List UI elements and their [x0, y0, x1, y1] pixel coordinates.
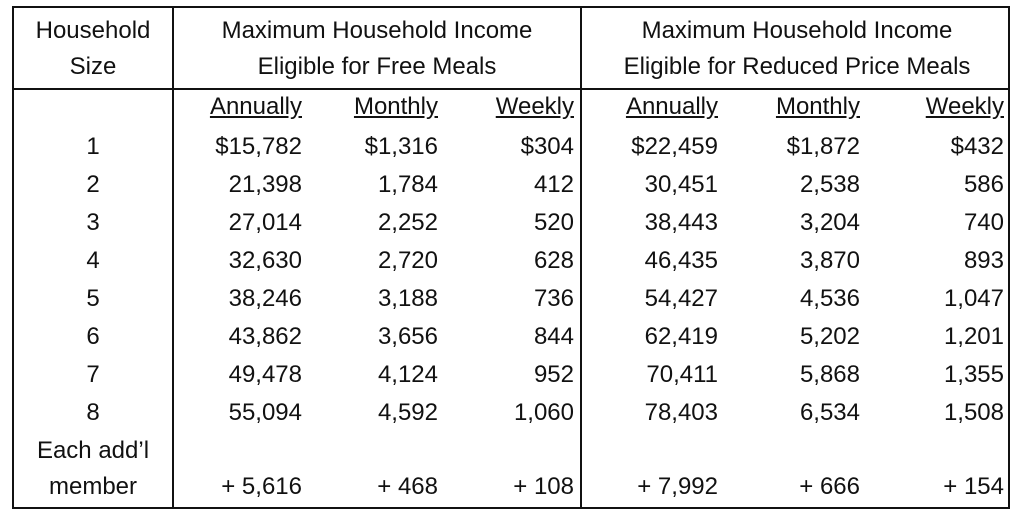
cell-free-weekly: 844 — [533, 323, 574, 350]
subhead-free-weekly: Weekly — [495, 93, 574, 120]
cell-reduced-monthly: 5,868 — [799, 361, 860, 388]
cell-reduced-monthly: 3,204 — [799, 209, 860, 236]
cell-free-annually: 38,246 — [228, 285, 302, 312]
cell-free-annually: 49,478 — [228, 361, 302, 388]
cell-reduced-weekly: 740 — [963, 209, 1004, 236]
cell-free-annually: 43,862 — [228, 323, 302, 350]
cell-free-annually: 27,014 — [228, 209, 302, 236]
cell-reduced-monthly: 4,536 — [799, 285, 860, 312]
additional-free-monthly: + 468 — [377, 473, 438, 500]
cell-reduced-annually: 78,403 — [644, 399, 718, 426]
cell-free-monthly: 4,124 — [377, 361, 438, 388]
cell-reduced-weekly: 1,508 — [943, 399, 1004, 426]
cell-reduced-weekly: 893 — [963, 247, 1004, 274]
row-household-size: 6 — [86, 323, 100, 350]
cell-reduced-annually: 70,411 — [646, 361, 718, 388]
cell-reduced-annually: 62,419 — [644, 323, 718, 350]
additional-free-weekly: + 108 — [513, 473, 574, 500]
cell-free-weekly: $304 — [520, 133, 574, 160]
cell-free-weekly: 736 — [533, 285, 574, 312]
cell-free-annually: 32,630 — [228, 247, 302, 274]
additional-label-line1: Each add’l — [36, 437, 150, 464]
row-household-size: 1 — [86, 133, 100, 160]
subhead-reduced-weekly: Weekly — [925, 93, 1004, 120]
cell-free-weekly: 628 — [533, 247, 574, 274]
divider-header — [14, 88, 1008, 90]
cell-reduced-weekly: 586 — [963, 171, 1004, 198]
header-reduced-subtitle: Eligible for Reduced Price Meals — [623, 53, 971, 80]
cell-free-monthly: $1,316 — [364, 133, 438, 160]
cell-free-annually: 21,398 — [228, 171, 302, 198]
additional-label-line2: member — [48, 473, 138, 500]
additional-free-annually: + 5,616 — [221, 473, 302, 500]
header-free-subtitle: Eligible for Free Meals — [257, 53, 497, 80]
subhead-reduced-monthly: Monthly — [775, 93, 860, 120]
header-reduced-title: Maximum Household Income — [641, 17, 953, 44]
row-household-size: 8 — [86, 399, 100, 426]
cell-reduced-weekly: 1,047 — [943, 285, 1004, 312]
cell-free-weekly: 412 — [533, 171, 574, 198]
cell-free-weekly: 520 — [533, 209, 574, 236]
income-eligibility-table — [12, 6, 1010, 509]
cell-reduced-monthly: 2,538 — [799, 171, 860, 198]
cell-reduced-annually: 30,451 — [644, 171, 718, 198]
cell-reduced-monthly: $1,872 — [786, 133, 860, 160]
cell-reduced-annually: 38,443 — [644, 209, 718, 236]
cell-free-weekly: 952 — [533, 361, 574, 388]
row-household-size: 7 — [86, 361, 100, 388]
cell-reduced-monthly: 6,534 — [799, 399, 860, 426]
header-free-title: Maximum Household Income — [221, 17, 533, 44]
additional-reduced-weekly: + 154 — [943, 473, 1004, 500]
cell-free-monthly: 1,784 — [377, 171, 438, 198]
cell-reduced-monthly: 5,202 — [799, 323, 860, 350]
subhead-free-monthly: Monthly — [353, 93, 438, 120]
cell-reduced-annually: 54,427 — [644, 285, 718, 312]
row-household-size: 2 — [86, 171, 100, 198]
cell-reduced-monthly: 3,870 — [799, 247, 860, 274]
cell-free-monthly: 3,656 — [377, 323, 438, 350]
additional-reduced-monthly: + 666 — [799, 473, 860, 500]
header-size: Size — [69, 53, 117, 80]
cell-free-monthly: 2,720 — [377, 247, 438, 274]
header-household: Household — [35, 17, 151, 44]
additional-reduced-annually: + 7,992 — [637, 473, 718, 500]
cell-reduced-weekly: 1,355 — [943, 361, 1004, 388]
cell-free-monthly: 2,252 — [377, 209, 438, 236]
cell-free-annually: $15,782 — [215, 133, 302, 160]
cell-free-monthly: 3,188 — [377, 285, 438, 312]
row-household-size: 5 — [86, 285, 100, 312]
cell-free-annually: 55,094 — [228, 399, 302, 426]
cell-reduced-annually: $22,459 — [631, 133, 718, 160]
subhead-reduced-annually: Annually — [625, 93, 718, 120]
row-household-size: 4 — [86, 247, 100, 274]
row-household-size: 3 — [86, 209, 100, 236]
cell-reduced-weekly: $432 — [950, 133, 1004, 160]
cell-reduced-annually: 46,435 — [644, 247, 718, 274]
cell-free-monthly: 4,592 — [377, 399, 438, 426]
cell-free-weekly: 1,060 — [513, 399, 574, 426]
subhead-free-annually: Annually — [209, 93, 302, 120]
cell-reduced-weekly: 1,201 — [943, 323, 1004, 350]
